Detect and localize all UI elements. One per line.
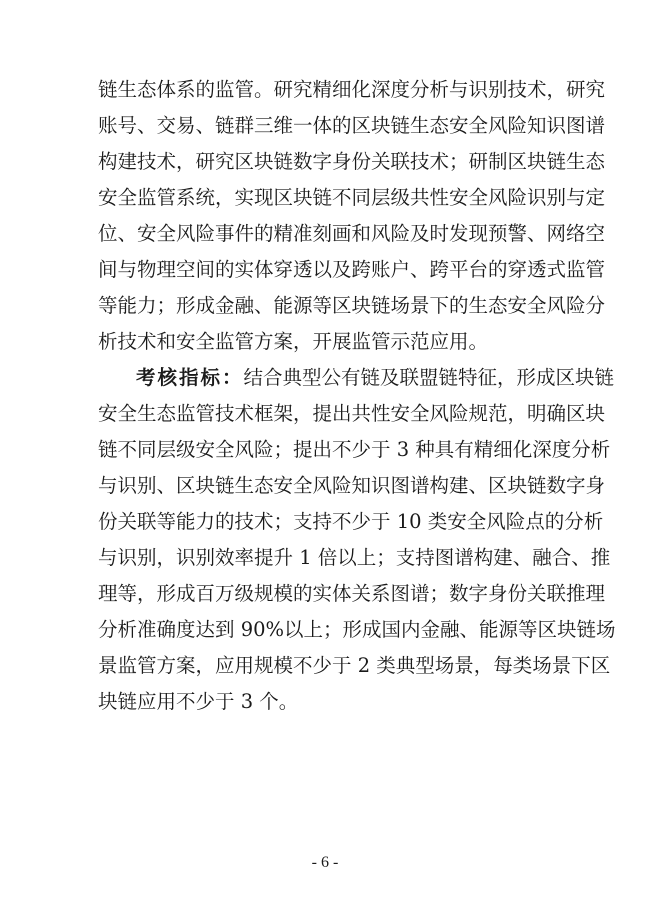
paragraph-line: 间与物理空间的实体穿透以及跨账户、跨平台的穿透式监管: [98, 258, 606, 281]
paragraph-line: 安全监管系统，实现区块链不同层级共性安全风险识别与定: [98, 186, 606, 209]
paragraph-line: 等能力；形成金融、能源等区块链场景下的生态安全风险分: [98, 294, 606, 317]
paragraph-line: 与识别、区块链生态安全风险知识图谱构建、区块链数字身: [98, 474, 606, 497]
assessment-heading: 考核指标：: [136, 366, 244, 389]
paragraph-line: 账号、交易、链群三维一体的区块链生态安全风险知识图谱: [98, 114, 606, 137]
paragraph-line: 块链应用不少于 3 个。: [98, 690, 299, 713]
paragraph-line: 分析准确度达到 90%以上；形成国内金融、能源等区块链场: [98, 618, 616, 641]
paragraph-line: 与识别，识别效率提升 1 倍以上；支持图谱构建、融合、推: [98, 546, 611, 569]
paragraph-line: 构建技术，研究区块链数字身份关联技术；研制区块链生态: [98, 150, 606, 173]
paragraph-line: 份关联等能力的技术；支持不少于 10 类安全风险点的分析: [98, 510, 604, 533]
paragraph-line: 链生态体系的监管。研究精细化深度分析与识别技术，研究: [98, 78, 606, 101]
body-text: [98, 72, 616, 720]
paragraph-line: 位、安全风险事件的精准刻画和风险及时发现预警、网络空: [98, 222, 606, 245]
paragraph-line: 安全生态监管技术框架，提出共性安全风险规范，明确区块: [98, 402, 606, 425]
assessment-first-line-text: 结合典型公有链及联盟链特征，形成区块链: [243, 366, 615, 389]
paragraph-line: 景监管方案，应用规模不少于 2 类典型场景，每类场景下区: [98, 654, 611, 677]
paragraph-line: 链不同层级安全风险；提出不少于 3 种具有精细化深度分析: [98, 438, 611, 461]
paragraph-line: 理等，形成百万级规模的实体关系图谱；数字身份关联推理: [98, 582, 606, 605]
page-number: - 6 -: [311, 854, 339, 871]
assessment-first-line: [98, 360, 615, 396]
paragraph-line: 析技术和安全监管方案，开展监管示范应用。: [98, 330, 489, 353]
